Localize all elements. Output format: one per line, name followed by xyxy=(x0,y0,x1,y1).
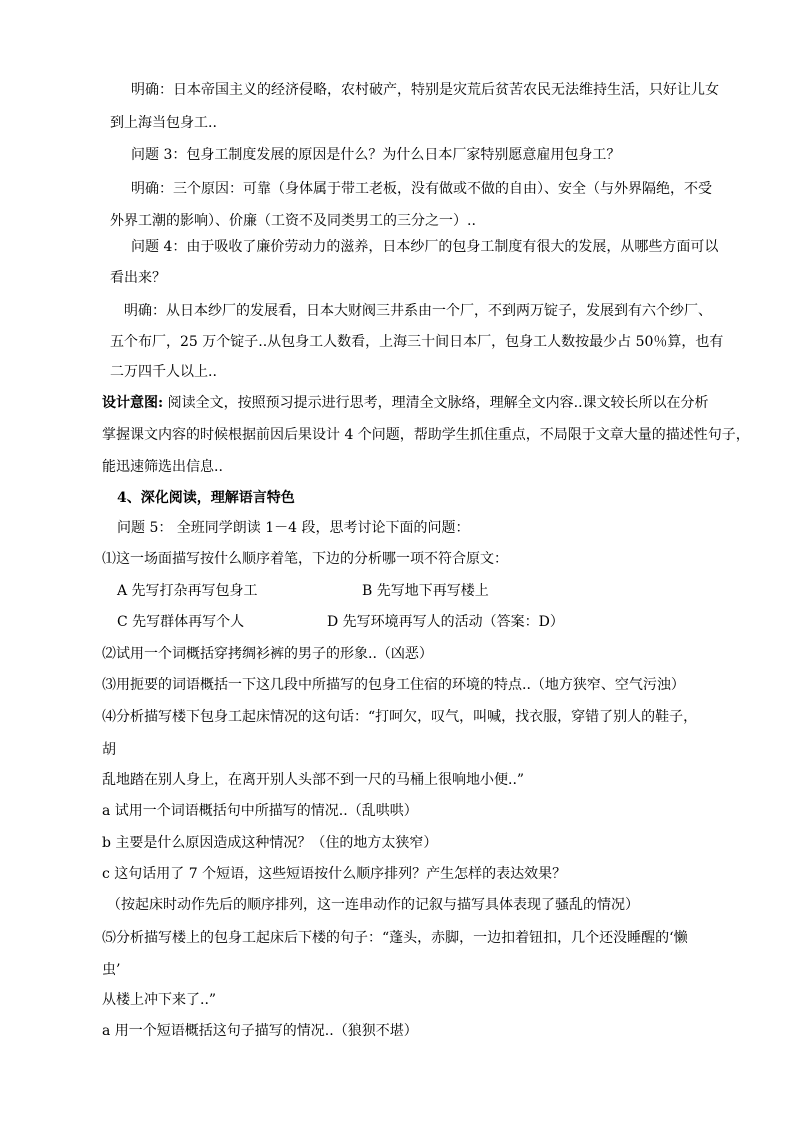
sub-question-5a: a 用一个短语概括这句子描写的情况..（狼狈不堪） xyxy=(102,1023,418,1039)
sub-question-4-line-3: 乱地踏在别人身上，在离开别人头部不到一尺的马桶上很响地小便..” xyxy=(102,772,525,788)
answer-4-line-2: 五个布厂，25 万个锭子..从包身工人数看，上海三十间日本厂，包身工人数按最少占 50％算，也有 xyxy=(110,334,724,350)
question-4-line-2: 看出来？ xyxy=(110,270,166,286)
answer-4-line-1: 明确：从日本纱厂的发展看，日本大财阀三井系由一个厂，不到两万锭子，发展到有六个纱厂、 xyxy=(124,303,712,319)
answer-4-line-3: 二万四千人以上.. xyxy=(110,364,217,380)
sub-question-4-line-1: ⑷分析描写楼下包身工起床情况的这句话：“打呵欠，叹气，叫喊，找衣服，穿错了别人的鞋子， xyxy=(102,709,698,725)
sub-question-4c: c 这句话用了 7 个短语，这些短语按什么顺序排列？产生怎样的表达效果？ xyxy=(102,866,567,882)
option-b: B 先写地下再写楼上 xyxy=(362,583,489,599)
design-intent-line-3: 能迅速筛选出信息.. xyxy=(102,459,223,475)
design-intent-line-2: 掌握课文内容的时候根据前因后果设计 4 个问题，帮助学生抓住重点，不局限于文章大量的描述性句子， xyxy=(102,427,750,443)
design-intent-line-1 xyxy=(102,394,709,412)
sub-question-1: ⑴这一场面描写按什么顺序着笔，下边的分析哪一项不符合原文： xyxy=(102,551,508,567)
sub-question-2: ⑵试用一个词概括穿拷绸衫裤的男子的形象..（凶恶） xyxy=(102,646,433,662)
answer-3-line-1: 明确：三个原因：可靠（身体属于带工老板，没有做或不做的自由）、安全（与外界隔绝，不受 xyxy=(131,181,712,197)
section-heading: 4、深化阅读，理解语言特色 xyxy=(117,490,295,506)
design-intent-label: 设计意图: xyxy=(102,395,164,411)
answer-3-line-2: 外界工潮的影响）、价廉（工资不及同类男工的三分之一）.. xyxy=(110,213,476,229)
sub-question-5-line-2: 虫’ xyxy=(102,962,121,978)
sub-question-5-line-1: ⑸分析描写楼上的包身工起床后下楼的句子：“蓬头，赤脚，一边扣着钮扣，几个还没睡醒的‘懒 xyxy=(102,930,688,946)
option-d: D 先写环境再写人的活动（答案：D） xyxy=(327,614,564,630)
question-4-line-1: 问题 4：由于吸收了廉价劳动力的滋养，日本纱厂的包身工制度有很大的发展，从哪些方面可以 xyxy=(131,239,719,255)
question-3: 问题 3：包身工制度发展的原因是什么？为什么日本厂家特别愿意雇用包身工？ xyxy=(131,147,621,163)
question-5: 问题 5： 全班同学朗读 1－4 段，思考讨论下面的问题： xyxy=(117,520,470,536)
sub-question-5-line-3: 从楼上冲下来了..” xyxy=(102,992,217,1008)
sub-question-4c-answer: （按起床时动作先后的顺序排列，这一连串动作的记叙与描写具体表现了骚乱的情况） xyxy=(107,897,639,913)
answer-1-line-1: 明确：日本帝国主义的经济侵略，农村破产，特别是灾荒后贫苦农民无法维持生活，只好让儿女 xyxy=(131,82,719,98)
sub-question-4a: a 试用一个词语概括句中所描写的情况..（乱哄哄） xyxy=(102,803,418,819)
answer-1-line-2: 到上海当包身工.. xyxy=(110,115,217,131)
design-intent-text: 阅读全文，按照预习提示进行思考，理清全文脉络，理解全文内容..课文较长所以在分析 xyxy=(163,395,709,411)
option-a: A 先写打杂再写包身工 xyxy=(117,583,258,599)
sub-question-4-line-2: 胡 xyxy=(102,742,116,758)
sub-question-4b: b 主要是什么原因造成这种情况？（住的地方太狭窄） xyxy=(102,835,438,851)
option-c: C 先写群体再写个人 xyxy=(117,614,245,630)
sub-question-3: ⑶用扼要的词语概括一下这几段中所描写的包身工住宿的环境的特点..（地方狭窄、空气污浊） xyxy=(102,677,685,693)
